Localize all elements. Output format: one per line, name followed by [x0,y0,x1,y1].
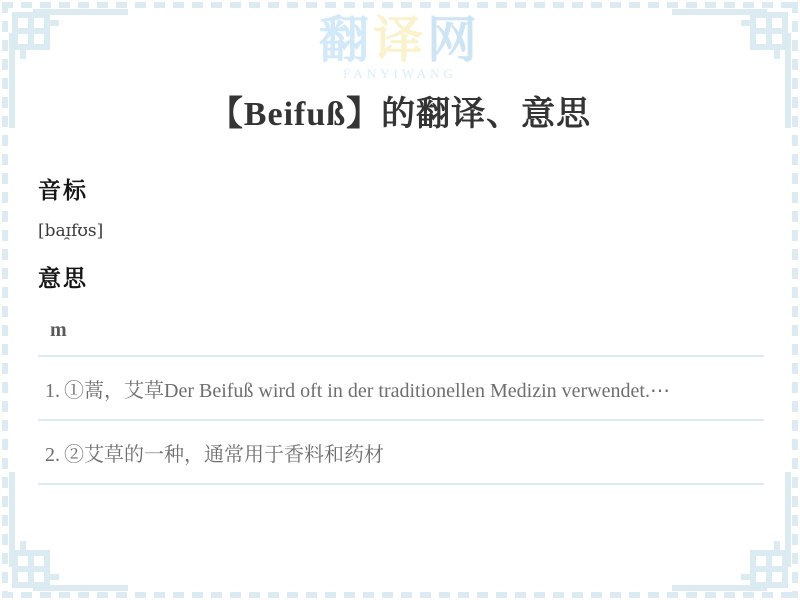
corner-ornament-icon [3,467,133,597]
phonetic-value: [baɪ̯fʊs] [38,221,104,241]
logo-wordmark [0,14,800,66]
logo-char-fan: 翻 [319,12,373,68]
meaning-number: 2. [45,444,60,466]
entry-content [38,172,764,485]
logo-subtext: FANYIWANG [343,66,457,81]
meaning-heading: 意思 [38,266,88,291]
meaning-number: 1. [45,380,60,402]
meaning-item [38,421,764,485]
corner-ornament-icon [667,467,797,597]
site-logo[interactable] [0,14,800,82]
meaning-text: ①蒿，艾草Der Beifuß wird oft in der traditionellen Medizin verwendet.⋯ [64,380,670,402]
gender-label: m [50,319,67,341]
page-title: 【Beifuß】的翻译、意思 [208,96,592,133]
logo-char-wang: 网 [427,12,481,68]
meaning-text: ②艾草的一种，通常用于香料和药材 [64,444,384,466]
logo-char-yi: 译 [373,12,427,68]
meaning-item [38,357,764,421]
phonetic-heading: 音标 [38,178,88,203]
